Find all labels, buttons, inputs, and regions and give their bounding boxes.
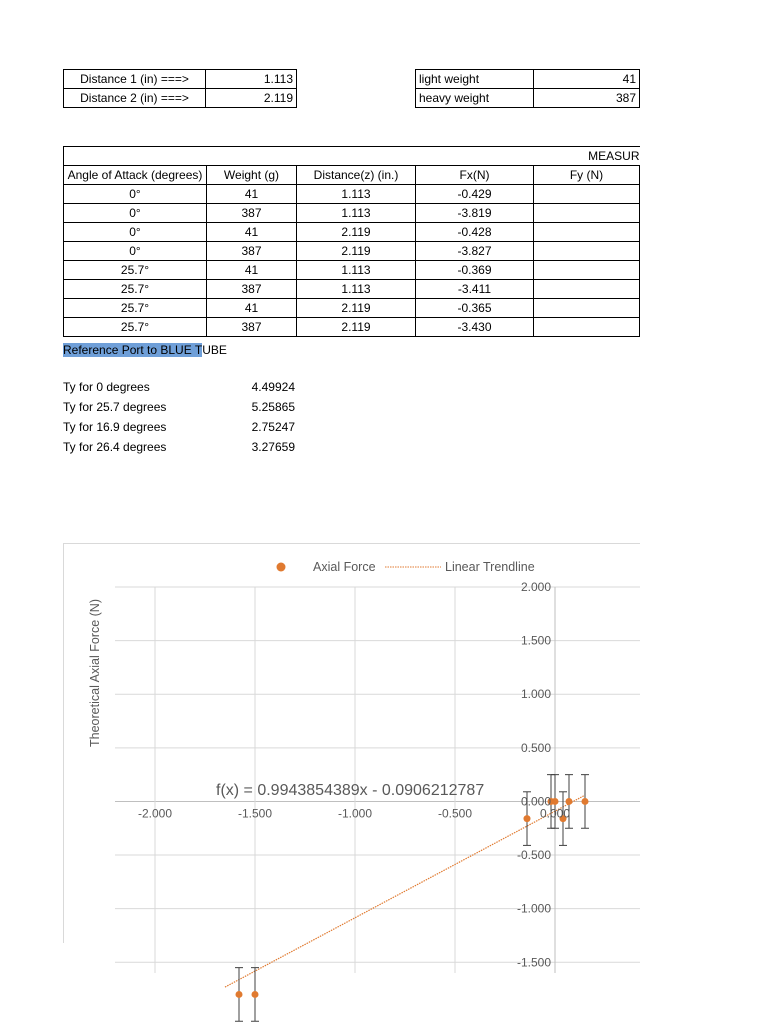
chart-svg: [63, 543, 640, 970]
table-cell: 1.113: [297, 280, 416, 299]
ty-value: 4.49924: [251, 380, 295, 394]
table-cell: 1.113: [297, 204, 416, 223]
data-point: [236, 991, 243, 998]
table-cell: 387: [207, 204, 297, 223]
ty-label: Ty for 26.4 degrees: [63, 440, 167, 454]
ty-label: Ty for 25.7 degrees: [63, 400, 167, 414]
data-point: [552, 798, 559, 805]
table-cell: -0.428: [416, 223, 534, 242]
x-tick-label: -1.500: [237, 806, 273, 821]
data-point: [582, 798, 589, 805]
x-tick-label: -2.000: [137, 806, 173, 821]
legend-marker: [277, 563, 286, 572]
legend-trend-label: Linear Trendline: [445, 560, 535, 574]
data-point: [566, 798, 573, 805]
table-cell: [534, 318, 640, 337]
table-cell: 0°: [64, 242, 207, 261]
param-value: 1.113: [206, 70, 297, 89]
ty-label: Ty for 0 degrees: [63, 380, 150, 394]
y-tick-label: -1.500: [516, 955, 551, 970]
table-cell: -3.827: [416, 242, 534, 261]
table-cell: -0.365: [416, 299, 534, 318]
table-cell: 2.119: [297, 318, 416, 337]
x-tick-label: -1.000: [337, 806, 373, 821]
y-tick-label: -1.000: [516, 901, 551, 916]
y-tick-label: 0.500: [520, 740, 551, 755]
trendline-equation: f(x) = 0.9943854389x - 0.0906212787: [216, 782, 485, 799]
table-cell: [534, 185, 640, 204]
measurement-table: [63, 146, 640, 337]
table-cell: -0.429: [416, 185, 534, 204]
data-point: [524, 815, 531, 822]
ty-value: 5.25865: [251, 400, 295, 414]
reference-note: [63, 341, 227, 359]
table-cell: -3.819: [416, 204, 534, 223]
table-cell: 25.7°: [64, 318, 207, 337]
table-cell: 387: [207, 318, 297, 337]
table-cell: [534, 261, 640, 280]
table-cell: [534, 242, 640, 261]
table-cell: 41: [207, 299, 297, 318]
table-cell: 1.113: [297, 261, 416, 280]
table-cell: 41: [207, 261, 297, 280]
param-label: Distance 2 (in) ===>: [64, 89, 206, 108]
table-cell: 25.7°: [64, 299, 207, 318]
reference-note-highlighted: Reference Port to BLUE T: [63, 343, 203, 357]
ty-label: Ty for 16.9 degrees: [63, 420, 167, 434]
table-cell: [534, 223, 640, 242]
table-row: [64, 299, 640, 318]
table-cell: 0°: [64, 223, 207, 242]
x-tick-label: -0.500: [437, 806, 473, 821]
distance-1-row: [64, 70, 297, 89]
header-row: [64, 166, 640, 185]
banner-row: [64, 147, 640, 166]
distance-2-row: [64, 89, 297, 108]
ty-value: 3.27659: [251, 440, 295, 454]
y-tick-label: 2.000: [520, 580, 551, 594]
param-value: 41: [534, 70, 640, 89]
table-cell: [534, 280, 640, 299]
distance-params-table: [63, 69, 297, 108]
table-row: [64, 318, 640, 337]
table-cell: 387: [207, 280, 297, 299]
table-row: [64, 185, 640, 204]
table-cell: 2.119: [297, 299, 416, 318]
table-cell: 1.113: [297, 185, 416, 204]
data-point: [252, 991, 259, 998]
ty-value: 2.75247: [251, 420, 295, 434]
table-cell: 0°: [64, 185, 207, 204]
param-value: 2.119: [206, 89, 297, 108]
heavy-weight-row: [416, 89, 640, 108]
table-row: [64, 242, 640, 261]
column-header: Angle of Attack (degrees): [64, 166, 207, 185]
y-tick-label: 0.000: [520, 794, 551, 809]
param-label: heavy weight: [416, 89, 534, 108]
table-cell: 2.119: [297, 242, 416, 261]
x-tick-label: 0.000: [539, 806, 571, 821]
table-cell: 25.7°: [64, 261, 207, 280]
y-tick-label: 1.000: [520, 687, 551, 702]
table-cell: -3.411: [416, 280, 534, 299]
y-axis-label: Theoretical Axial Force (N): [88, 599, 102, 747]
table-row: [64, 261, 640, 280]
column-header: Weight (g): [207, 166, 297, 185]
table-banner: MEASUR: [64, 147, 640, 166]
table-cell: 25.7°: [64, 280, 207, 299]
table-cell: 41: [207, 185, 297, 204]
table-row: [64, 204, 640, 223]
y-tick-label: 1.500: [520, 633, 551, 648]
param-label: light weight: [416, 70, 534, 89]
table-cell: [534, 299, 640, 318]
param-value: 387: [534, 89, 640, 108]
table-row: [64, 223, 640, 242]
table-cell: 387: [207, 242, 297, 261]
param-label: Distance 1 (in) ===>: [64, 70, 206, 89]
column-header: Fx(N): [416, 166, 534, 185]
table-cell: -3.430: [416, 318, 534, 337]
legend-series-label: Axial Force: [313, 560, 376, 574]
column-header: Fy (N): [534, 166, 640, 185]
table-row: [64, 280, 640, 299]
table-cell: 2.119: [297, 223, 416, 242]
axial-force-chart: [63, 543, 640, 970]
light-weight-row: [416, 70, 640, 89]
y-tick-label: -0.500: [516, 848, 551, 863]
column-header: Distance(z) (in.): [297, 166, 416, 185]
table-cell: 0°: [64, 204, 207, 223]
reference-note-rest: UBE: [202, 343, 227, 357]
weight-params-table: [415, 69, 640, 108]
table-cell: 41: [207, 223, 297, 242]
table-cell: [534, 204, 640, 223]
table-cell: -0.369: [416, 261, 534, 280]
